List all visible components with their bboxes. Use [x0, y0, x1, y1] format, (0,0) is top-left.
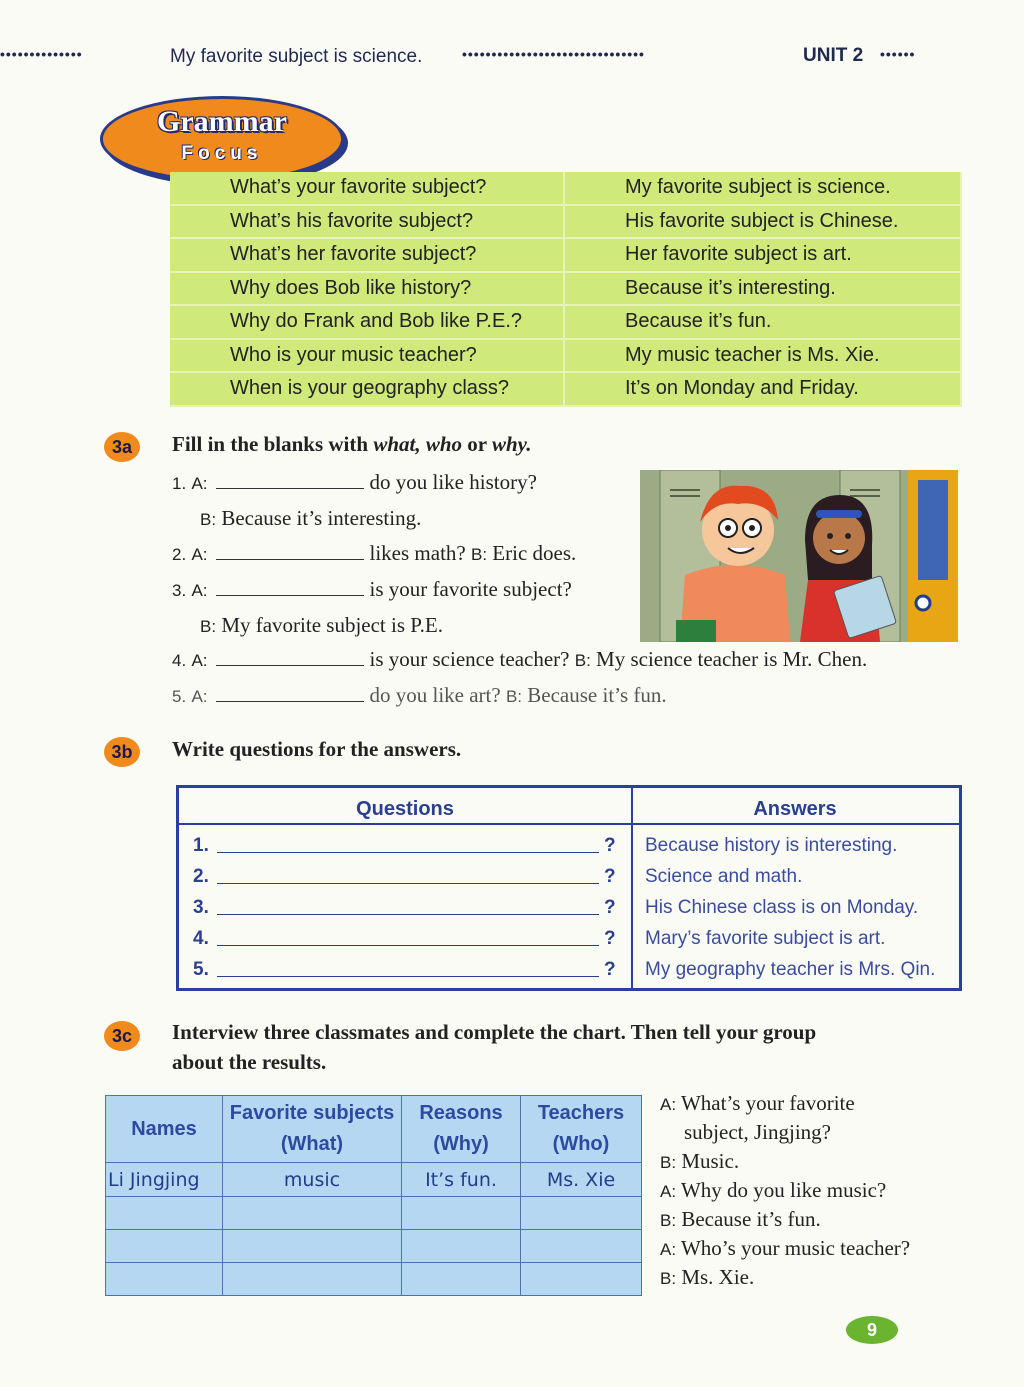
answer-blank[interactable] [216, 472, 364, 489]
dialog-line [660, 1149, 739, 1174]
exercise-line [200, 613, 443, 638]
chart-header-reasons [402, 1096, 521, 1163]
students-illustration-icon [640, 470, 958, 642]
answer-blank[interactable] [216, 543, 364, 560]
header-reasons-label: Reasons [419, 1102, 503, 1124]
prompt-text: do you like history? [369, 470, 537, 494]
question-mark: ? [604, 897, 616, 918]
answer-blank[interactable] [216, 649, 364, 666]
section-3a-title [172, 432, 531, 457]
answer-text: Mary’s favorite subject is art. [645, 928, 886, 949]
speaker-label: A: [660, 1095, 677, 1114]
response-text: Eric does. [492, 541, 577, 565]
question-blank[interactable] [217, 914, 599, 915]
grammar-question: Why do Frank and Bob like P.E.? [170, 305, 564, 339]
row-number: 2. [193, 866, 209, 887]
title-text: Fill in the blanks with [172, 432, 374, 456]
page-header [0, 42, 1024, 74]
dialog-text: Because it’s fun. [681, 1207, 821, 1231]
chart-header-subjects [223, 1096, 402, 1163]
row-number: 3. [193, 897, 209, 918]
chart-empty-cell[interactable] [402, 1230, 521, 1263]
section-3c-title-line2: about the results. [172, 1050, 327, 1074]
dialog-line [660, 1236, 910, 1261]
grammar-row [170, 205, 961, 239]
title-word-who: who [425, 432, 463, 456]
section-3b-badge: 3b [104, 737, 140, 767]
exercise-line [172, 541, 576, 566]
chart-header-names [106, 1096, 223, 1163]
answer-text: Science and math. [645, 866, 803, 887]
section-3c-title-line1: Interview three classmates and complete the chart. Then tell your group [172, 1020, 817, 1044]
speaker-label: B: [660, 1269, 677, 1288]
grammar-question: Who is your music teacher? [170, 339, 564, 373]
header-names-label: Names [131, 1117, 197, 1140]
interview-chart [105, 1095, 642, 1296]
answer-blank[interactable] [216, 685, 364, 702]
speaker-label: A: [660, 1240, 677, 1259]
dialog-line [684, 1120, 831, 1145]
question-blank[interactable] [217, 945, 599, 946]
question-row [179, 861, 959, 892]
exercise-line [172, 647, 867, 672]
chart-empty-cell[interactable] [223, 1197, 402, 1230]
chart-header-teachers [521, 1096, 642, 1163]
speaker-a-label: A: [191, 474, 208, 493]
prompt-text: is your favorite subject? [369, 577, 572, 601]
grammar-row [170, 238, 961, 272]
header-dots-mid: ••••••••••••••••••••••••••••••• [462, 46, 645, 62]
classroom-illustration [640, 470, 958, 642]
chart-empty-cell[interactable] [521, 1263, 642, 1296]
speaker-b-label: B: [470, 545, 488, 564]
item-number: 5. [172, 687, 187, 706]
grammar-answer: It’s on Monday and Friday. [564, 372, 961, 406]
exercise-line [200, 506, 421, 531]
chart-cell-subject: music [223, 1163, 402, 1197]
question-row [179, 892, 959, 923]
chart-empty-cell[interactable] [106, 1263, 223, 1296]
grammar-answer: Her favorite subject is art. [564, 238, 961, 272]
grammar-focus-badge [100, 96, 344, 182]
grammar-question: What’s your favorite subject? [170, 172, 564, 205]
header-reasons-sub: (Why) [433, 1133, 489, 1155]
grammar-answer: His favorite subject is Chinese. [564, 205, 961, 239]
chart-empty-cell[interactable] [521, 1197, 642, 1230]
speaker-a-label: A: [191, 545, 208, 564]
chart-empty-cell[interactable] [521, 1230, 642, 1263]
question-mark: ? [604, 866, 616, 887]
page-number: 9 [846, 1316, 898, 1344]
dialog-text: Why do you like music? [680, 1178, 887, 1202]
prompt-text: likes math? [369, 541, 466, 565]
chart-empty-cell[interactable] [402, 1263, 521, 1296]
question-row [179, 923, 959, 954]
grammar-question: What’s his favorite subject? [170, 205, 564, 239]
grammar-row [170, 372, 961, 406]
header-teachers-sub: (Who) [552, 1133, 610, 1155]
chart-cell-name: Li Jingjing [106, 1163, 223, 1197]
speaker-b-label: B: [574, 651, 591, 670]
grammar-answer: Because it’s fun. [564, 305, 961, 339]
row-number: 5. [193, 959, 209, 980]
chart-empty-cell[interactable] [106, 1197, 223, 1230]
dialog-line [660, 1091, 855, 1116]
dialog-line [660, 1207, 821, 1232]
answer-text: My geography teacher is Mrs. Qin. [645, 959, 936, 980]
grammar-answer: My favorite subject is science. [564, 172, 961, 205]
response-text: My favorite subject is P.E. [221, 613, 443, 637]
header-dots-right: •••••• [880, 46, 916, 62]
response-text: Because it’s interesting. [221, 506, 422, 530]
item-number: 2. [172, 545, 187, 564]
grammar-focus-table [170, 172, 962, 407]
question-mark: ? [604, 928, 616, 949]
chart-empty-cell[interactable] [223, 1230, 402, 1263]
grammar-title: Grammar [157, 105, 287, 138]
prompt-text: do you like art? [369, 683, 501, 707]
header-teachers-label: Teachers [537, 1102, 625, 1124]
answer-text: Because history is interesting. [645, 835, 898, 856]
row-number: 4. [193, 928, 209, 949]
section-3c-badge: 3c [104, 1021, 140, 1051]
grammar-row [170, 272, 961, 306]
dialog-text: subject, Jingjing? [684, 1120, 831, 1144]
question-row [179, 954, 959, 985]
question-mark: ? [604, 959, 616, 980]
question-row [179, 830, 959, 861]
speaker-b-label: B: [505, 687, 523, 706]
dialog-text: Music. [681, 1149, 740, 1173]
speaker-label: B: [660, 1153, 677, 1172]
answer-blank[interactable] [216, 579, 364, 596]
answer-text: His Chinese class is on Monday. [645, 897, 919, 918]
title-or: or [462, 432, 492, 456]
question-mark: ? [604, 835, 616, 856]
grammar-question: What’s her favorite subject? [170, 238, 564, 272]
dialog-line [660, 1178, 886, 1203]
header-subjects-label: Favorite subjects [229, 1102, 395, 1124]
grammar-answer: Because it’s interesting. [564, 272, 961, 306]
dialog-text: Ms. Xie. [681, 1265, 755, 1289]
header-subjects-sub: (What) [280, 1133, 344, 1155]
grammar-row [170, 339, 961, 373]
dialog-text: What’s your favorite [680, 1091, 855, 1115]
questions-header: Questions [356, 798, 454, 820]
row-number: 1. [193, 835, 209, 856]
speaker-a-label: A: [191, 687, 208, 706]
grammar-row [170, 305, 961, 339]
item-number: 3. [172, 581, 187, 600]
section-3a-badge: 3a [104, 432, 140, 462]
header-title: My favorite subject is science. [170, 46, 423, 67]
question-blank[interactable] [217, 883, 599, 884]
chart-cell-reason: It’s fun. [402, 1163, 521, 1197]
exercise-line [172, 577, 572, 602]
response-text: My science teacher is Mr. Chen. [596, 647, 868, 671]
exercise-line [172, 683, 667, 708]
item-number: 1. [172, 474, 187, 493]
prompt-text: is your science teacher? [369, 647, 570, 671]
header-dots-left: •••••••••••••• [0, 46, 83, 62]
speaker-b-label: B: [200, 617, 217, 636]
dialog-text: Who’s your music teacher? [680, 1236, 911, 1260]
response-text: Because it’s fun. [527, 683, 667, 707]
speaker-label: A: [660, 1182, 677, 1201]
grammar-row [170, 172, 961, 205]
section-3b-title: Write questions for the answers. [172, 737, 462, 761]
title-word-why: why. [491, 432, 532, 456]
title-word-what: what, [373, 432, 421, 456]
item-number: 4. [172, 651, 187, 670]
speaker-a-label: A: [191, 651, 208, 670]
dialog-line [660, 1265, 754, 1290]
speaker-b-label: B: [200, 510, 217, 529]
question-blank[interactable] [217, 852, 599, 853]
chart-empty-cell[interactable] [223, 1263, 402, 1296]
focus-title: Focus [181, 143, 263, 164]
chart-empty-cell[interactable] [402, 1197, 521, 1230]
chart-empty-cell[interactable] [106, 1230, 223, 1263]
exercise-line [172, 470, 537, 495]
grammar-question: Why does Bob like history? [170, 272, 564, 306]
header-unit: UNIT 2 [803, 45, 864, 66]
chart-cell-teacher: Ms. Xie [521, 1163, 642, 1197]
questions-answers-table [176, 785, 962, 991]
grammar-question: When is your geography class? [170, 372, 564, 406]
speaker-label: B: [660, 1211, 677, 1230]
grammar-answer: My music teacher is Ms. Xie. [564, 339, 961, 373]
speaker-a-label: A: [191, 581, 208, 600]
question-blank[interactable] [217, 976, 599, 977]
answers-header: Answers [753, 798, 837, 820]
